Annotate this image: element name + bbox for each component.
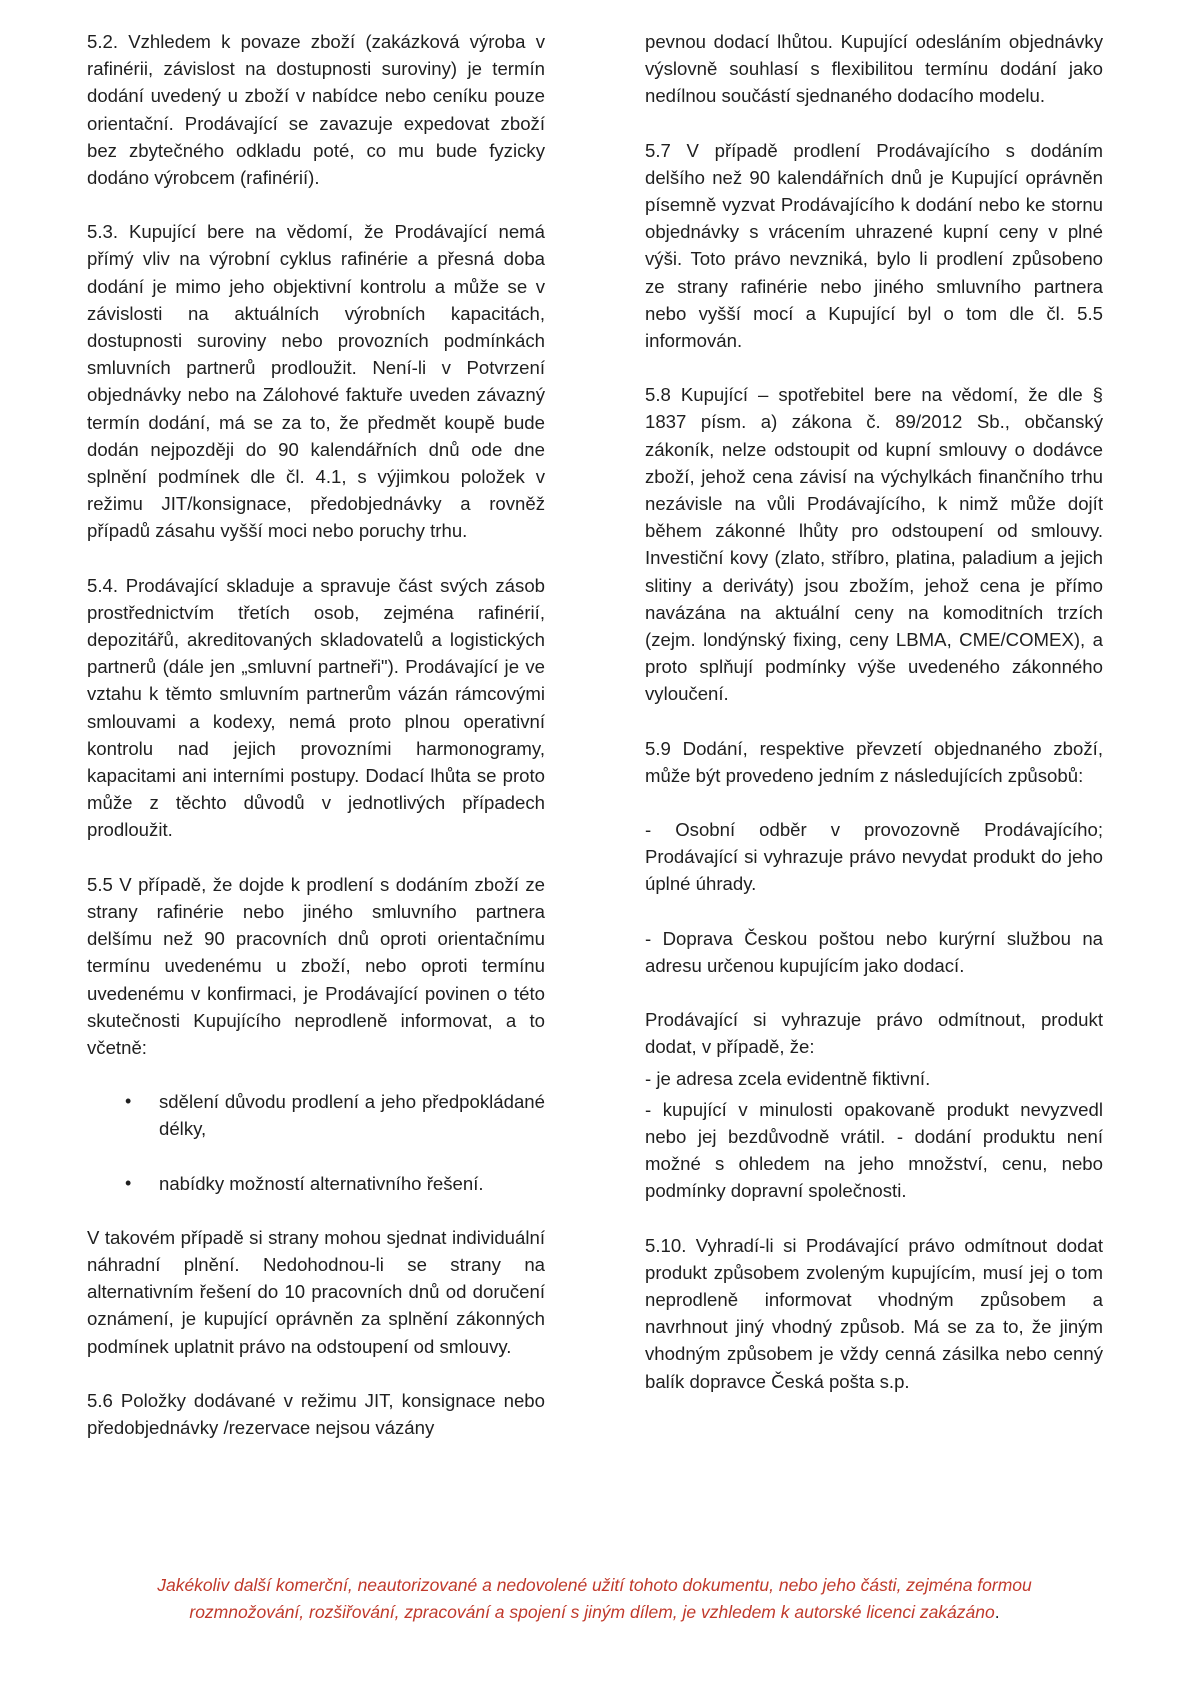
paragraph-5-6-continued: pevnou dodací lhůtou. Kupující odesláním objednávky výslovně souhlasí s flexibilitou termínu dodání jako nedílnou součástí sjednaného dodacího modelu. <box>645 31 1103 107</box>
paragraph-5-6: 5.6 Položky dodávané v režimu JIT, konsignace nebo předobjednávky /rezervace nejsou vázány <box>87 1389 545 1438</box>
delivery-option-post: - Doprava Českou poštou nebo kurýrní službou na adresu určenou kupujícím jako dodací. <box>645 927 1103 976</box>
copyright-notice <box>40 1572 1149 1626</box>
list-item: • sdělení důvodu prodlení a jeho předpokládané délky, <box>159 1088 545 1142</box>
delivery-option-pickup: - Osobní odběr v provozovně Prodávajícího; Prodávající si vyhrazuje právo nevydat produkt do jeho úplné úhrady. <box>645 819 1103 895</box>
copyright-line-2-wrapper <box>40 1599 1149 1626</box>
left-column <box>87 28 545 1441</box>
right-column <box>645 28 1103 1395</box>
delay-info-list <box>87 1088 545 1197</box>
paragraph-5-8: 5.8 Kupující – spotřebitel bere na vědomí, že dle § 1837 písm. a) zákona č. 89/2012 Sb., občanský zákoník, nelze odstoupit od kupní smlouvy o dodávce zboží, jehož cena závisí na výchylkách finančního trhu nezávisle na vůli Prodávajícího, k nimž může dojít během zákonné lhůty pro odstoupení od smlouvy. Investiční kovy (zlato, stříbro, platina, paladium a jejich slitiny a deriváty) jsou zbožím, jehož cena je přímo navázána na aktuální ceny na komoditních trzích (zejm. londýnský fixing, ceny LBMA, CME/COMEX), a proto splňují podmínky výše uvedeného zákonného vyloučení. <box>645 384 1103 705</box>
paragraph-5-5: 5.5 V případě, že dojde k prodlení s dodáním zboží ze strany rafinérie nebo jiného smluvního partnera delšímu než 90 pracovních dnů oproti orientačnímu termínu uvedenému u zboží, nebo oproti termínu uvedenému v konfirmaci, je Prodávající povinen o této skutečnosti Kupujícího neprodleně informovat, a to včetně: <box>87 873 545 1058</box>
list-item: • nabídky možností alternativního řešení. <box>159 1170 545 1197</box>
paragraph-5-2: 5.2. Vzhledem k povaze zboží (zakázková výroba v rafinérii, závislost na dostupnosti suroviny) je termín dodání uvedený u zboží v nabídce nebo ceníku pouze orientační. Prodávající se zavazuje expedovat zboží bez zbytečného odkladu poté, co mu bude fyzicky dodáno výrobcem (rafinérií). <box>87 31 545 189</box>
paragraph-5-5-continued: V takovém případě si strany mohou sjednat individuální náhradní plnění. Nedohodnou-li se strany na alternativním řešení do 10 pracovních dnů od doručení oznámení, je kupující oprávněn za splnění zákonných podmínek uplatnit právo na odstoupení od smlouvy. <box>87 1226 545 1357</box>
paragraph-5-9: 5.9 Dodání, respektive převzetí objednaného zboží, může být provedeno jedním z následujících způsobů: <box>645 737 1103 786</box>
copyright-line-2: rozmnožování, rozšiřování, zpracování a spojení s jiným dílem, je vzhledem k autorské licenci zakázáno <box>189 1602 995 1622</box>
paragraph-5-7: 5.7 V případě prodlení Prodávajícího s dodáním delšího než 90 kalendářních dnů je Kupující oprávněn písemně vyzvat Prodávajícího k dodání nebo ke stornu objednávky s vrácením uhrazené kupní ceny v plné výši. Toto právo nevzniká, bylo li prodlení způsobeno ze strany rafinérie nebo jiného smluvního partnera nebo vyšší mocí a Kupující byl o tom dle čl. 5.5 informován. <box>645 139 1103 352</box>
paragraph-5-4: 5.4. Prodávající skladuje a spravuje část svých zásob prostřednictvím třetích osob, zejména rafinérií, depozitářů, akreditovaných skladovatelů a logistických partnerů (dále jen „smluvní partneři"). Prodávající je ve vztahu k těmto smluvním partnerům vázán rámcovými smlouvami a kodexy, nemá proto plnou operativní kontrolu nad jejich provozními harmonogramy, kapacitami ani interními postupy. Dodací lhůta se proto může z těchto důvodů v jednotlivých případech prodloužit. <box>87 574 545 841</box>
refusal-reason-1: - je adresa zcela evidentně fiktivní. <box>645 1067 931 1089</box>
copyright-line-1: Jakékoliv další komerční, neautorizované a nedovolené užití tohoto dokumentu, nebo jeho části, zejména formou <box>157 1575 1032 1595</box>
refusal-reason-2: - kupující v minulosti opakovaně produkt nevyzvedl nebo jej bezdůvodně vrátil. - dodání produktu není možné s ohledem na jeho množství, cenu, nebo podmínky dopravní společnosti. <box>645 1098 1103 1202</box>
copyright-end-mark: . <box>994 1602 1000 1622</box>
refusal-intro: Prodávající si vyhrazuje právo odmítnout, produkt dodat, v případě, že: <box>645 1009 1103 1058</box>
paragraph-5-10: 5.10. Vyhradí-li si Prodávající právo odmítnout dodat produkt způsobem zvoleným kupujícím, musí jej o tom neprodleně informovat vhodným způsobem a navrhnout jiný vhodný způsob. Má se za to, že jiným vhodným způsobem je vždy cenná zásilka nebo cenný balík dopravce Česká pošta s.p. <box>645 1234 1103 1392</box>
paragraph-5-3: 5.3. Kupující bere na vědomí, že Prodávající nemá přímý vliv na výrobní cyklus rafinérie a přesná doba dodání je mimo jeho objektivní kontrolu a může se v závislosti na aktuálních výrobních kapacitách, dostupnosti suroviny nebo provozních podmínkách smluvních partnerů prodloužit. Není-li v Potvrzení objednávky nebo na Zálohové faktuře uveden závazný termín dodání, má se za to, že předmět koupě bude dodán nejpozději do 90 kalendářních dnů ode dne splnění podmínek dle čl. 4.1, s výjimkou položek v režimu JIT/konsignace, předobjednávky a rovněž případů zásahu vyšší moci nebo poruchy trhu. <box>87 221 545 542</box>
